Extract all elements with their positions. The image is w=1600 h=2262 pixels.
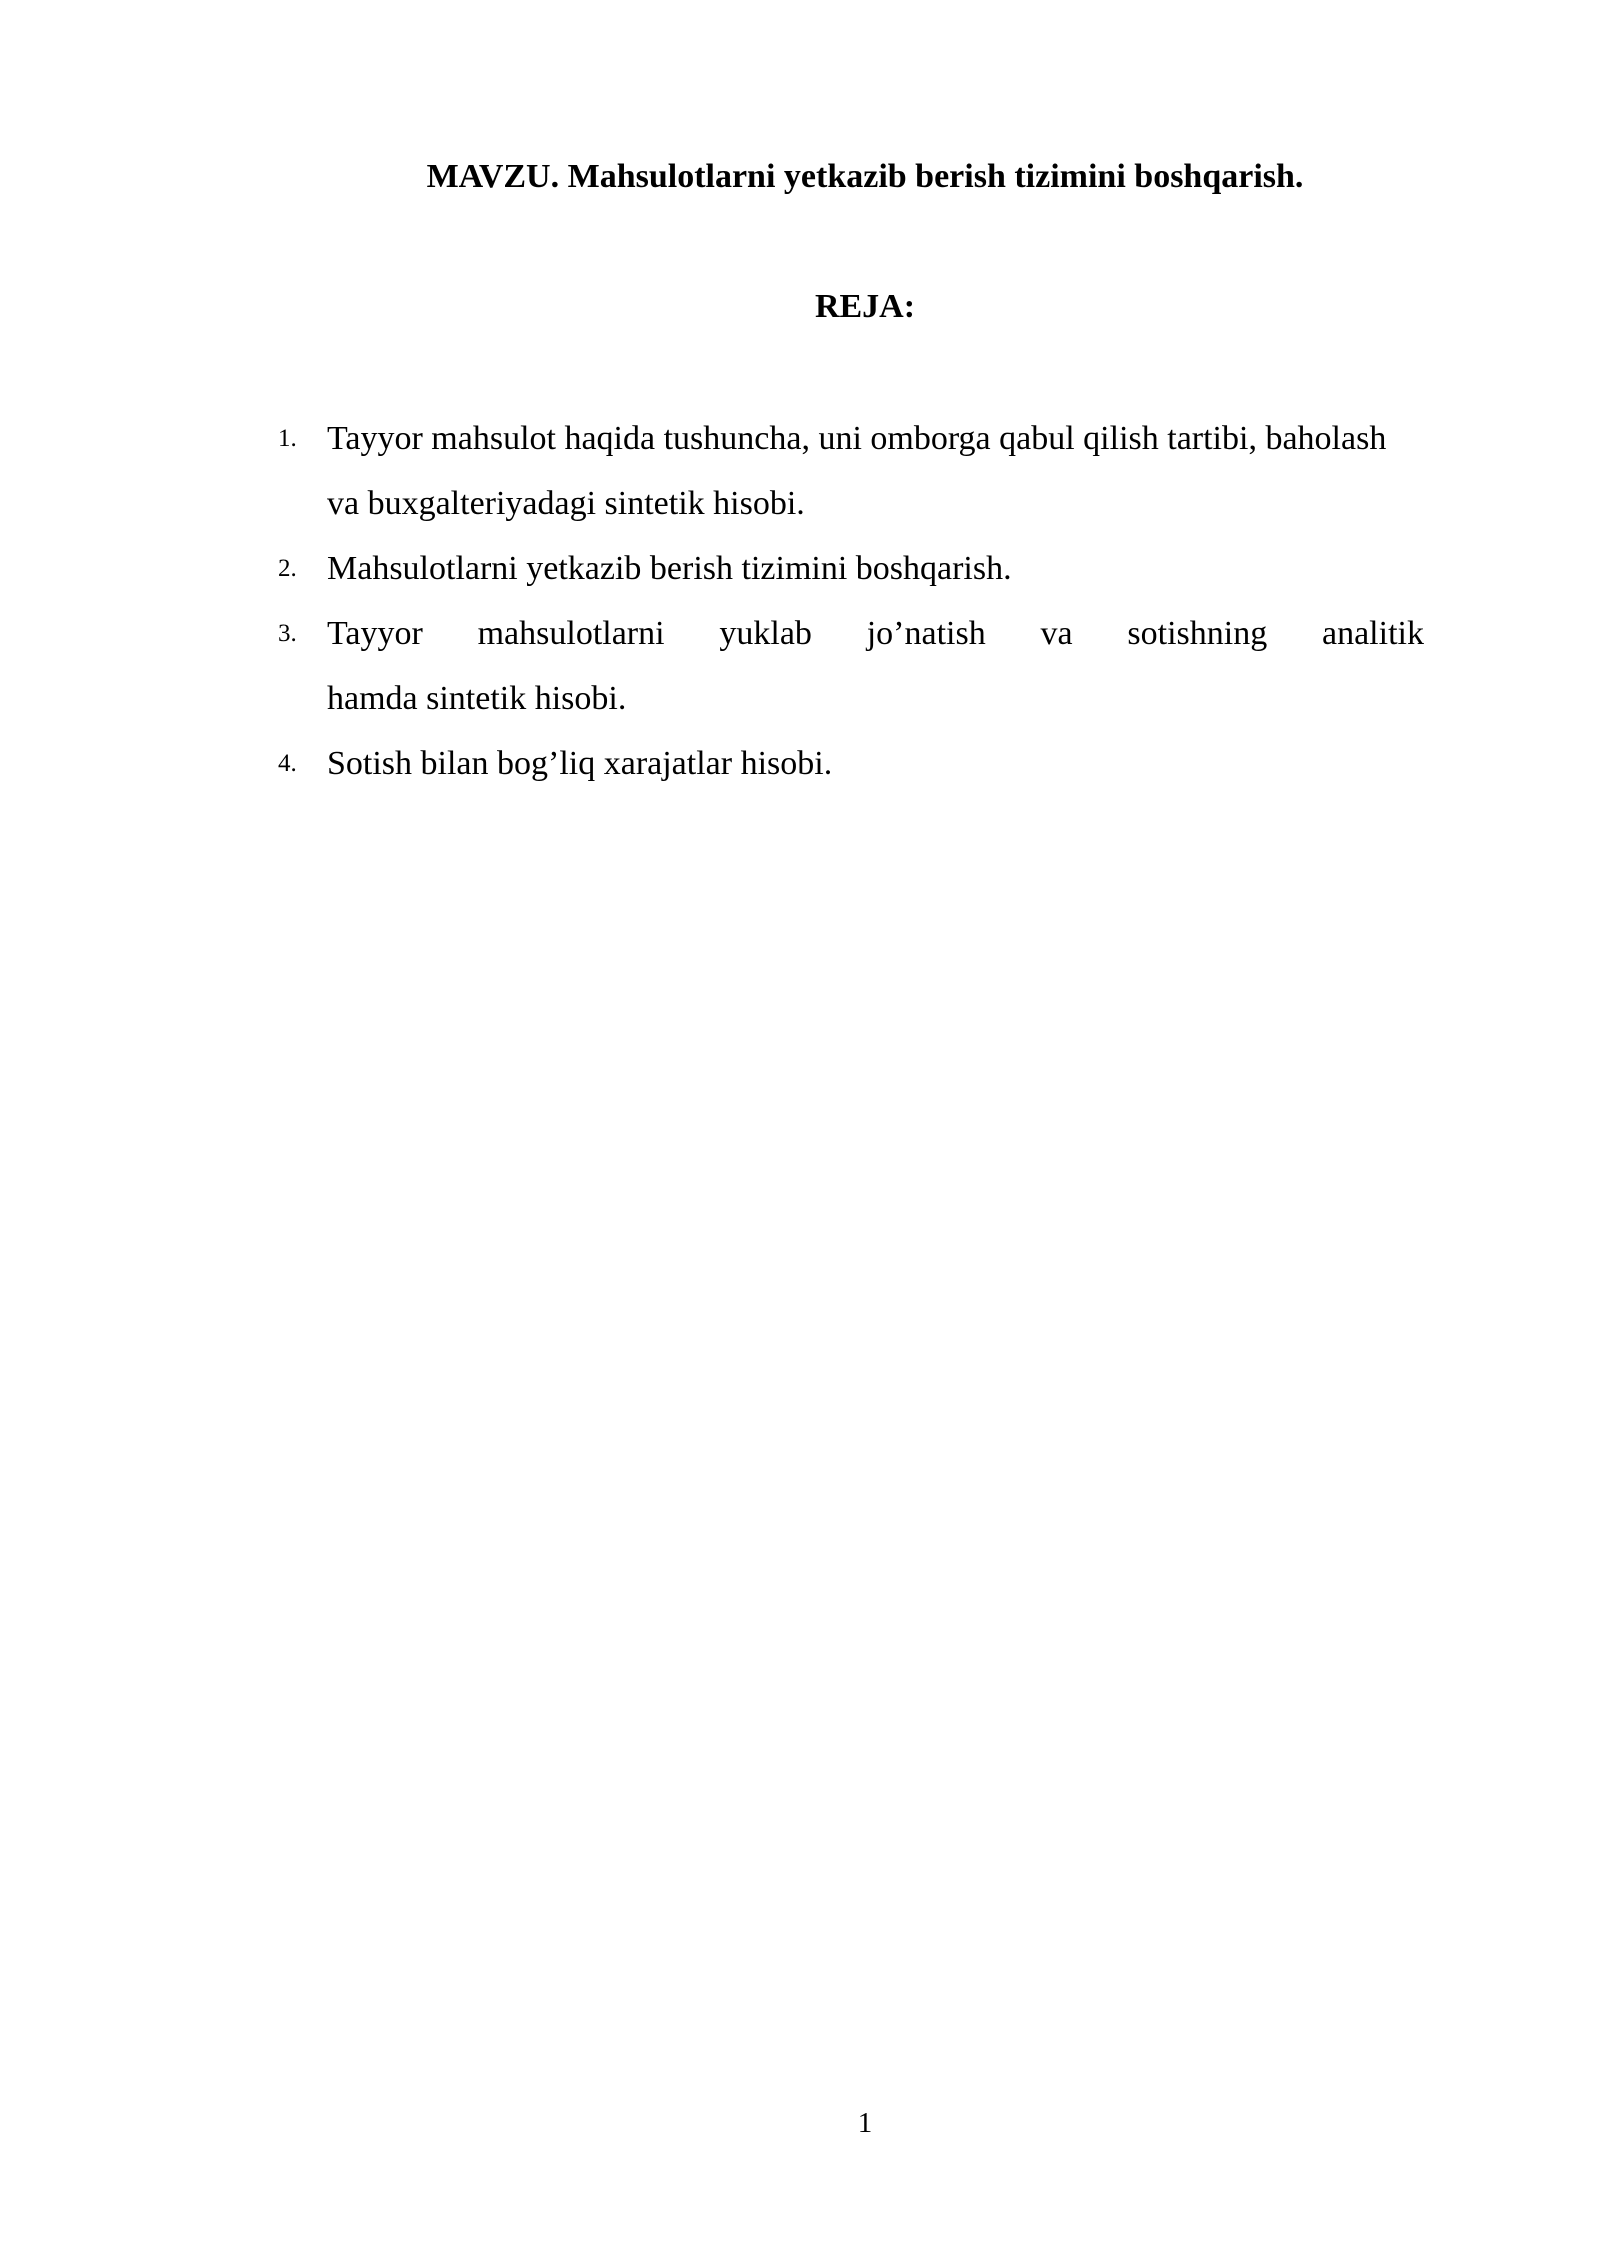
plan-item-word: va <box>1040 615 1073 652</box>
plan-item-text-line2: hamda sintetik hisobi. <box>327 680 627 717</box>
plan-item-number: 1. <box>278 425 297 452</box>
page-number: 1 <box>857 2107 873 2139</box>
plan-heading: REJA: <box>814 288 916 325</box>
plan-item-word: Tayyor <box>327 615 423 652</box>
plan-item-word: sotishning <box>1127 615 1268 652</box>
plan-item-word: analitik <box>1322 615 1424 652</box>
plan-item-text-line2: va buxgalteriyadagi sintetik hisobi. <box>327 485 805 522</box>
plan-item-number: 2. <box>278 555 297 582</box>
plan-item-number: 4. <box>278 750 297 777</box>
plan-item-number: 3. <box>278 620 297 647</box>
plan-item-word: mahsulotlarni <box>477 615 665 652</box>
plan-item-text-line1 <box>327 601 1424 666</box>
plan-item-text: Sotish bilan bog’liq xarajatlar hisobi. <box>327 745 833 782</box>
plan-item-text: Mahsulotlarni yetkazib berish tizimini boshqarish. <box>327 550 1012 587</box>
page-title: MAVZU. Mahsulotlarni yetkazib berish tizimini boshqarish. <box>426 158 1304 195</box>
plan-item-word: jo’natish <box>866 615 986 652</box>
plan-item-word: yuklab <box>719 615 812 652</box>
plan-item-text-line1: Tayyor mahsulot haqida tushuncha, uni omborga qabul qilish tartibi, baholash <box>327 420 1387 457</box>
